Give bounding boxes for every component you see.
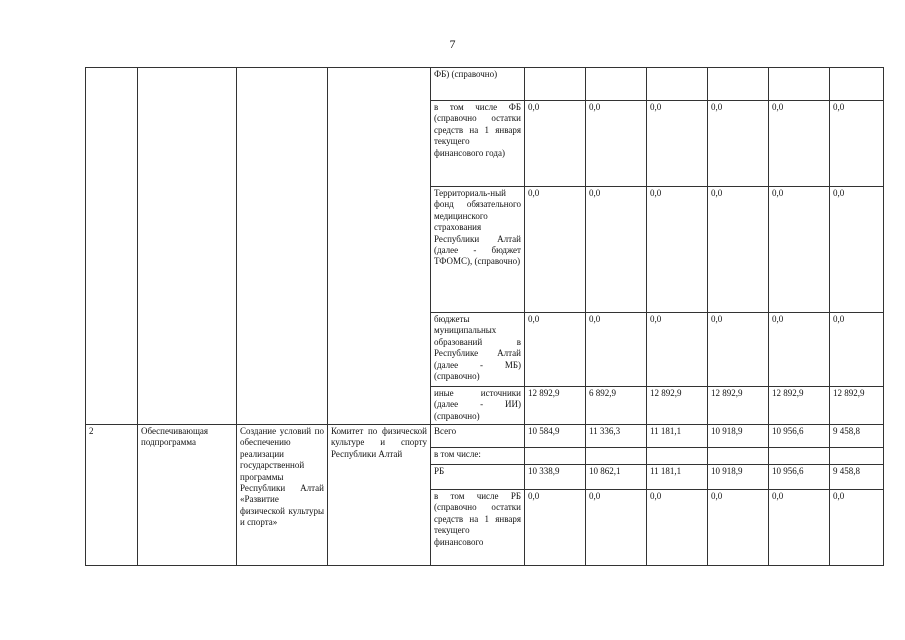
goal-cell: [237, 68, 328, 425]
value-cell: 0,0: [525, 313, 586, 387]
value-cell: 12 892,9: [525, 387, 586, 425]
source-cell: в том числе:: [431, 448, 525, 465]
value-cell: [647, 68, 708, 101]
value-cell: [769, 68, 830, 101]
value-cell: 0,0: [769, 313, 830, 387]
value-cell: 10 584,9: [525, 425, 586, 448]
value-cell: 0,0: [586, 490, 647, 566]
value-cell: 0,0: [769, 187, 830, 313]
value-cell: [830, 448, 884, 465]
value-cell: 0,0: [647, 101, 708, 187]
value-cell: 9 458,8: [830, 425, 884, 448]
value-cell: 10 956,6: [769, 465, 830, 490]
name-cell: [138, 68, 237, 425]
value-cell: 0,0: [647, 490, 708, 566]
value-cell: 9 458,8: [830, 465, 884, 490]
source-cell: ФБ) (справочно): [431, 68, 525, 101]
table-row: [86, 425, 884, 448]
table-row: [86, 68, 884, 101]
value-cell: 0,0: [708, 187, 769, 313]
budget-table: [85, 67, 884, 566]
value-cell: 0,0: [586, 101, 647, 187]
value-cell: 12 892,9: [708, 387, 769, 425]
value-cell: 6 892,9: [586, 387, 647, 425]
source-cell: в том числе ФБ (справочно остатки средств на 1 января текущего финансового года): [431, 101, 525, 187]
source-cell: РБ: [431, 465, 525, 490]
subprogram-executor: Комитет по физической культуре и спорту Республики Алтай: [328, 425, 431, 566]
value-cell: 10 918,9: [708, 425, 769, 448]
value-cell: [525, 448, 586, 465]
subprogram-goal: Создание условий по обеспечению реализации государственной программы Республики Алтай «Развитие физической культуры и спорта»: [237, 425, 328, 566]
value-cell: [769, 448, 830, 465]
value-cell: 0,0: [769, 490, 830, 566]
value-cell: 0,0: [586, 187, 647, 313]
page-number: 7: [449, 37, 456, 51]
value-cell: [586, 448, 647, 465]
value-cell: 11 336,3: [586, 425, 647, 448]
value-cell: 0,0: [525, 187, 586, 313]
value-cell: [708, 448, 769, 465]
value-cell: 0,0: [769, 101, 830, 187]
value-cell: 10 862,1: [586, 465, 647, 490]
value-cell: 11 181,1: [647, 465, 708, 490]
value-cell: 0,0: [830, 101, 884, 187]
number-cell: [86, 68, 138, 425]
value-cell: 0,0: [708, 101, 769, 187]
value-cell: [586, 68, 647, 101]
source-cell: бюджеты муниципальных образований в Республике Алтай (далее - МБ) (справочно): [431, 313, 525, 387]
value-cell: 0,0: [708, 313, 769, 387]
value-cell: 0,0: [647, 187, 708, 313]
value-cell: 0,0: [830, 313, 884, 387]
value-cell: 10 338,9: [525, 465, 586, 490]
value-cell: [830, 68, 884, 101]
source-cell: Территориаль-ный фонд обязательного медицинского страхования Республики Алтай (далее - бюджет ТФОМС), (справочно): [431, 187, 525, 313]
value-cell: 11 181,1: [647, 425, 708, 448]
value-cell: 0,0: [525, 490, 586, 566]
value-cell: 0,0: [708, 490, 769, 566]
value-cell: [647, 448, 708, 465]
source-cell: иные источники (далее - ИИ) (справочно): [431, 387, 525, 425]
value-cell: 0,0: [830, 187, 884, 313]
value-cell: 0,0: [586, 313, 647, 387]
value-cell: 10 956,6: [769, 425, 830, 448]
value-cell: 12 892,9: [830, 387, 884, 425]
value-cell: [708, 68, 769, 101]
subprogram-name: Обеспечивающая подпрограмма: [138, 425, 237, 566]
executor-cell: [328, 68, 431, 425]
source-cell: Всего: [431, 425, 525, 448]
value-cell: 0,0: [525, 101, 586, 187]
value-cell: 0,0: [830, 490, 884, 566]
source-cell: в том числе РБ (справочно остатки средств на 1 января текущего финансового: [431, 490, 525, 566]
value-cell: 10 918,9: [708, 465, 769, 490]
section-number: 2: [86, 425, 138, 566]
value-cell: 12 892,9: [647, 387, 708, 425]
value-cell: 12 892,9: [769, 387, 830, 425]
value-cell: [525, 68, 586, 101]
value-cell: 0,0: [647, 313, 708, 387]
